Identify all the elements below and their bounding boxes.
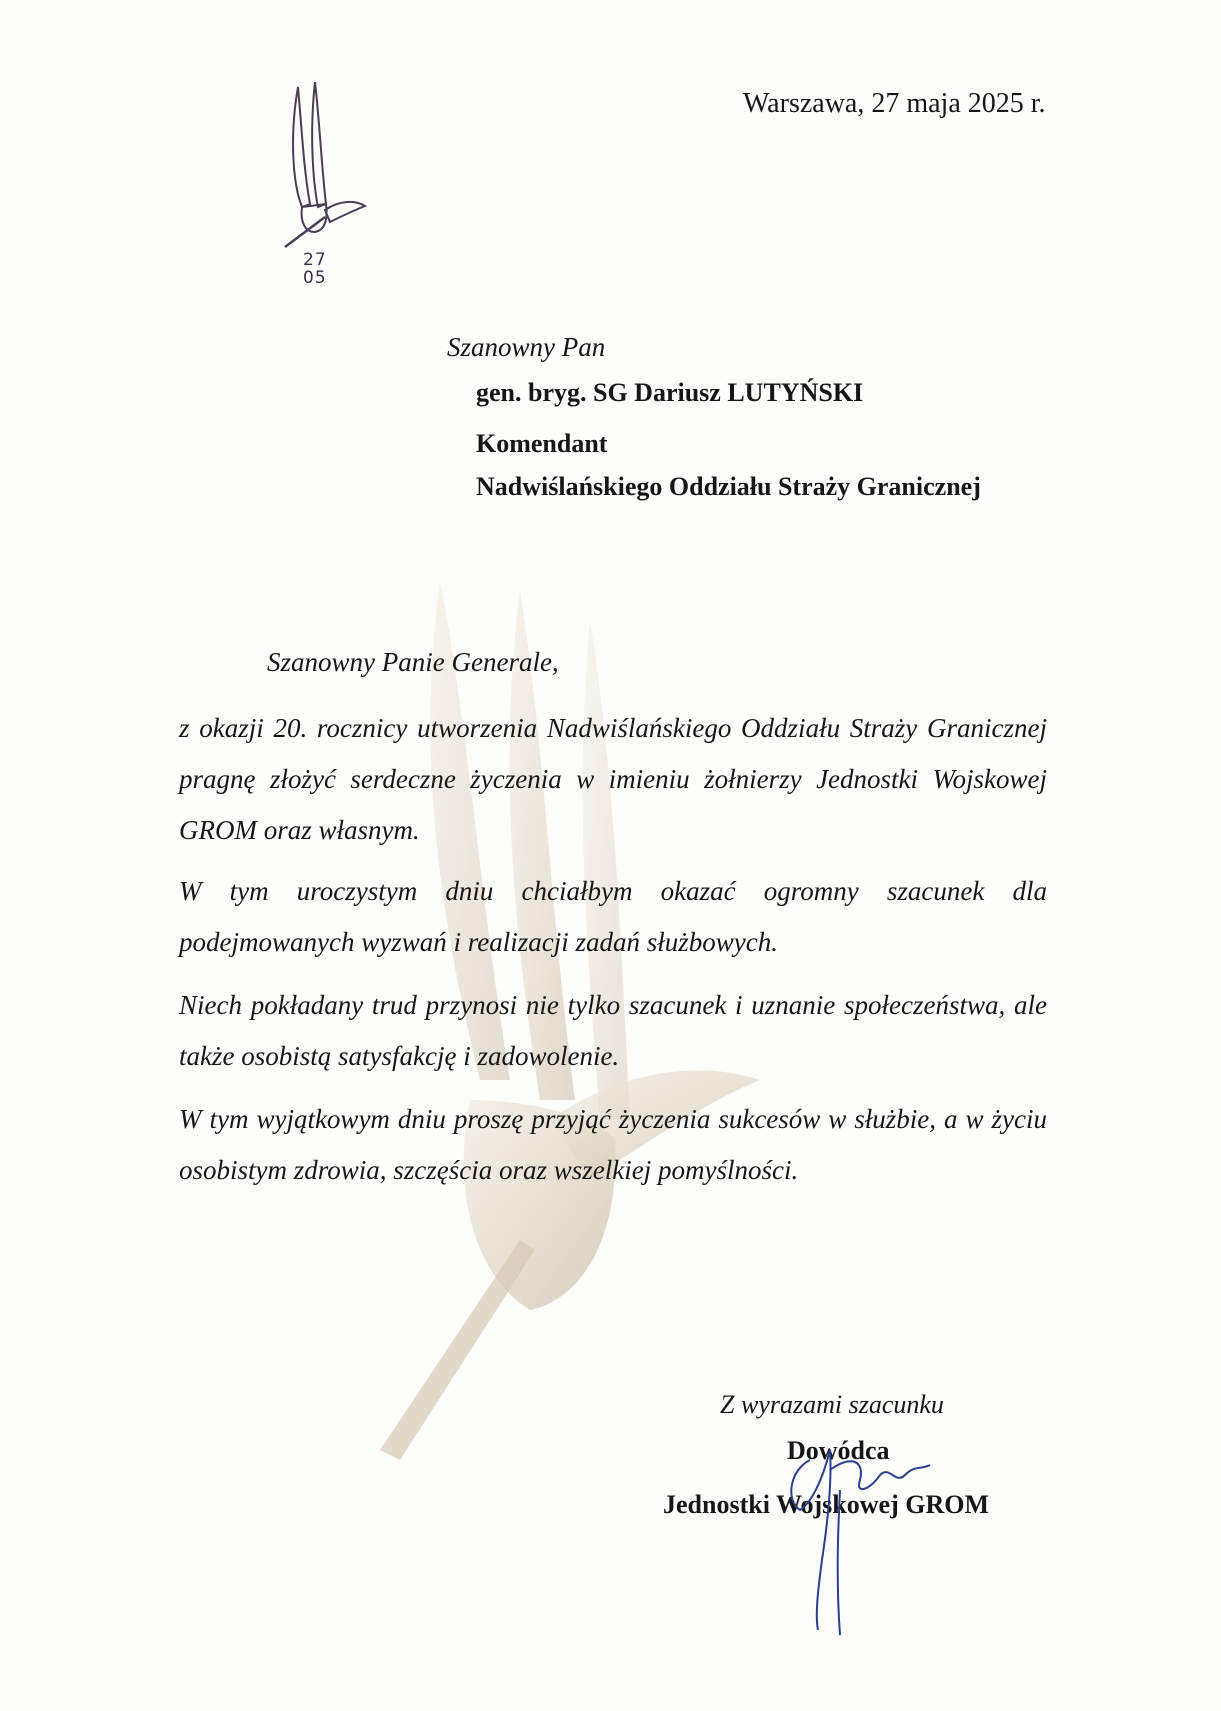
recipient-salutation: Szanowny Pan: [447, 332, 606, 362]
date-place: Warszawa, 27 maja 2025 r.: [743, 88, 1046, 119]
letter-paragraph: W tym uroczystym dniu chciałbym okazać ogromny szacunek dla podejmowanych wyzwań i realizacji zadań służbowych.: [179, 876, 1047, 957]
handwritten-signature-icon: [770, 1430, 950, 1640]
recipient-name: gen. bryg. SG Dariusz LUTYŃSKI: [476, 378, 864, 407]
signatory-role: Dowódca: [787, 1436, 890, 1465]
recipient-title: Komendant: [476, 429, 608, 458]
letter-paragraph: z okazji 20. rocznicy utworzenia Nadwiślańskiego Oddziału Straży Granicznej pragnę złożyć serdeczne życzenia w imieniu żołnierzy Jednostki Wojskowej GROM oraz własnym.: [179, 713, 1047, 845]
letter-paragraph: W tym wyjątkowym dniu proszę przyjąć życzenia sukcesów w służbie, a w życiu osobistym zdrowia, szczęścia oraz wszelkiej pomyślności.: [179, 1104, 1047, 1185]
logo-date-day: 27: [303, 250, 327, 270]
closing-phrase: Z wyrazami szacunku: [720, 1390, 944, 1419]
letter-paragraph: Niech pokładany trud przynosi nie tylko szacunek i uznanie społeczeństwa, ale także osobistą satysfakcję i zadowolenie.: [179, 990, 1047, 1071]
signatory-unit: Jednostki Wojskowej GROM: [663, 1490, 989, 1519]
logo-date-month: 05: [303, 268, 327, 288]
letter-greeting: Szanowny Panie Generale,: [267, 647, 559, 677]
logo-date-stamp: [303, 251, 327, 287]
recipient-unit: Nadwiślańskiego Oddziału Straży Granicznej: [476, 472, 981, 501]
